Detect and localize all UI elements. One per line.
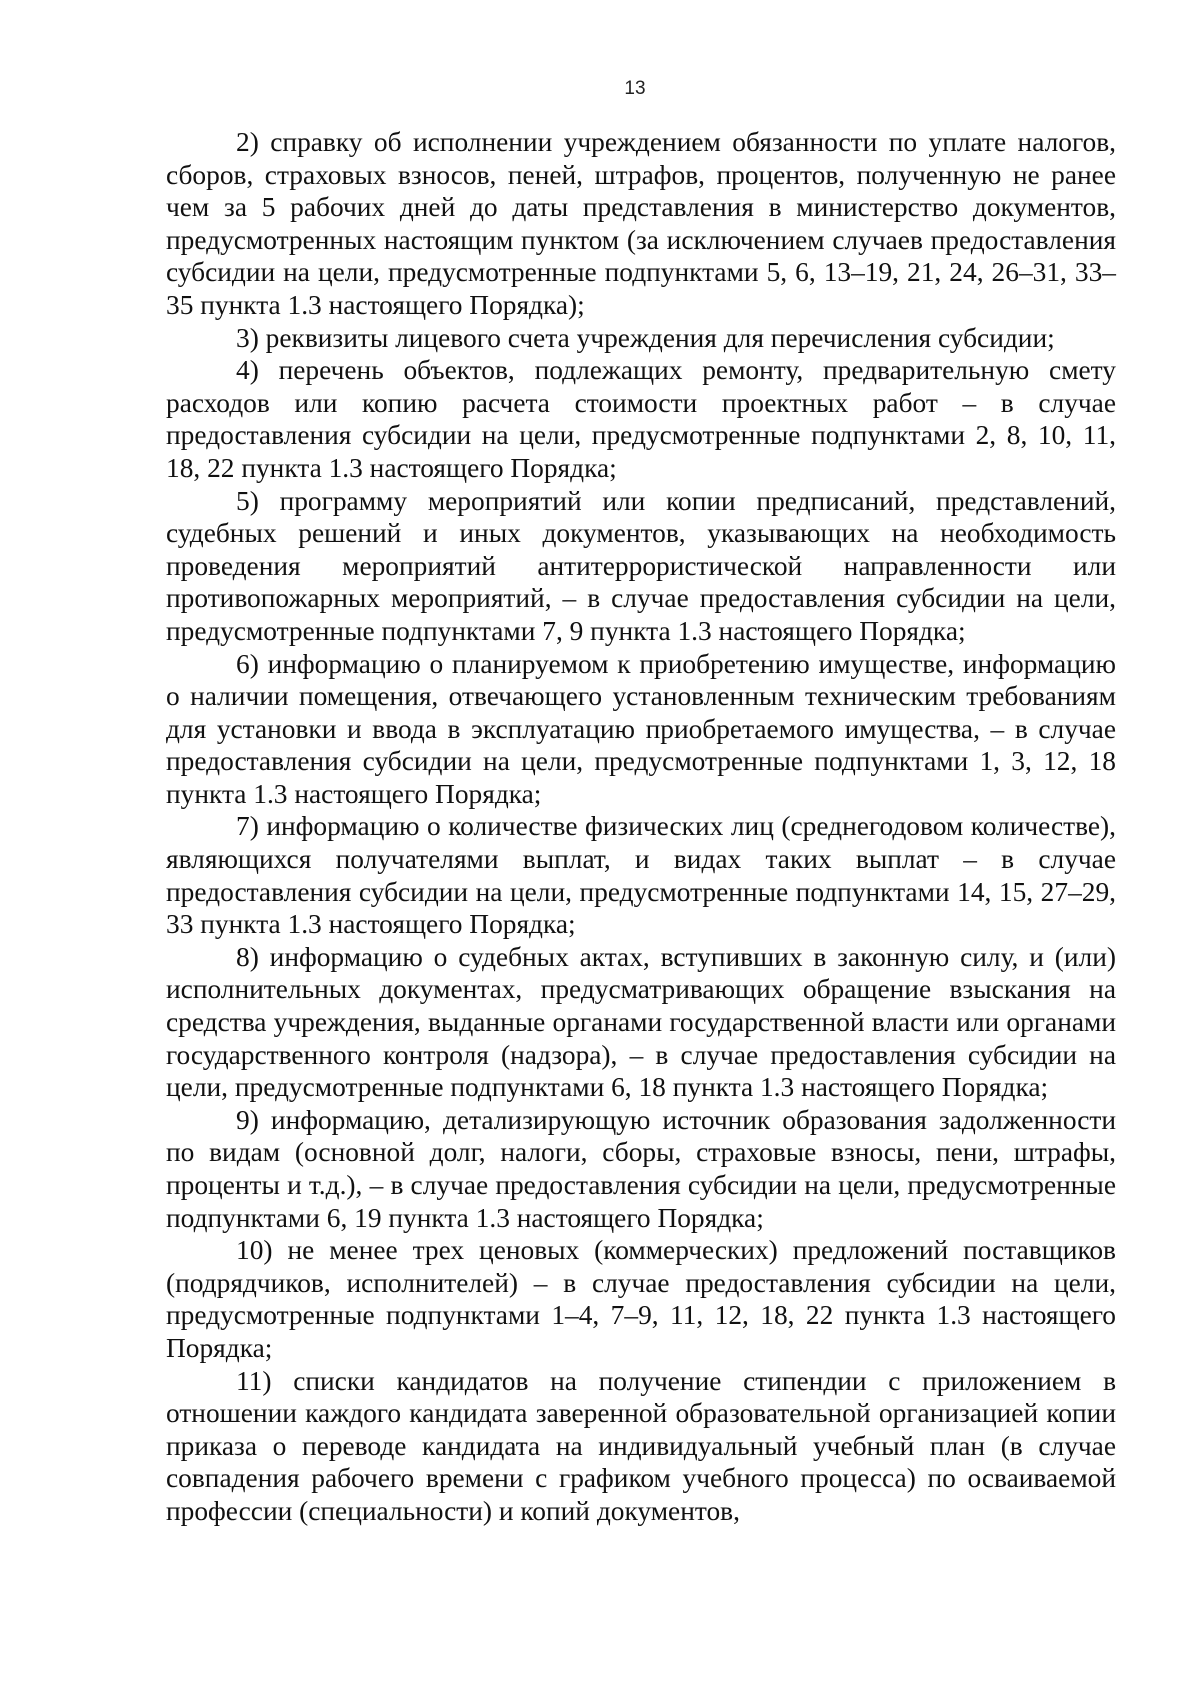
paragraph-item-4: 4) перечень объектов, подлежащих ремонту, предварительную смету расходов или копию расчета стоимости проектных работ – в случае предоставления субсидии на цели, предусмотренные подпунктами 2, 8, 10, 11, 18, 22 пункта 1.3 настоящего Порядка; [166,355,1116,483]
paragraph-item-3: 3) реквизиты лицевого счета учреждения для перечисления субсидии; [236,322,1055,353]
paragraph-item-7: 7) информацию о количестве физических лиц (среднегодовом количестве), являющихся получателями выплат, и видах таких выплат – в случае предоставления субсидии на цели, предусмотренные подпунктами 14, 15, 27–29, 33 пункта 1.3 настоящего Порядка; [166,811,1116,940]
paragraph-item-11: 11) списки кандидатов на получение стипендии с приложением в отношении каждого кандидата заверенной образовательной организацией копии приказа о переводе кандидата на индивидуальный учебный план (в случае совпадения рабочего времени с графиком учебного процесса) по осваиваемой профессии (специальности) и копий документов, [166,1365,1116,1526]
document-body [166,126,1116,1528]
paragraph-item-8: 8) информацию о судебных актах, вступивших в законную силу, и (или) исполнительных документах, предусматривающих обращение взыскания на средства учреждения, выданные органами государственной власти или органами государственного контроля (надзора), – в случае предоставления субсидии на цели, предусмотренные подпунктами 6, 18 пункта 1.3 настоящего Порядка; [166,941,1116,1103]
paragraph-item-9: 9) информацию, детализирующую источник образования задолженности по видам (основной долг, налоги, сборы, страховые взносы, пени, штрафы, проценты и т.д.), – в случае предоставления субсидии на цели, предусмотренные подпунктами 6, 19 пункта 1.3 настоящего Порядка; [166,1104,1116,1233]
paragraph-item-10: 10) не менее трех ценовых (коммерческих) предложений поставщиков (подрядчиков, исполнителей) – в случае предоставления субсидии на цели, предусмотренные подпунктами 1–4, 7–9, 11, 12, 18, 22 пункта 1.3 настоящего Порядка; [166,1235,1116,1363]
paragraph-item-6: 6) информацию о планируемом к приобретению имуществе, информацию о наличии помещения, отвечающего установленным техническим требованиям для установки и ввода в эксплуатацию приобретаемого имущества, – в случае предоставления субсидии на цели, предусмотренные подпунктами 1, 3, 12, 18 пункта 1.3 настоящего Порядка; [166,648,1116,809]
paragraph-item-2: 2) справку об исполнении учреждением обязанности по уплате налогов, сборов, страховых взносов, пеней, штрафов, процентов, полученную не ранее чем за 5 рабочих дней до даты представления в министерство документов, предусмотренных настоящим пунктом (за исключением случаев предоставления субсидии на цели, предусмотренные подпунктами 5, 6, 13–19, 21, 24, 26–31, 33–35 пункта 1.3 настоящего Порядка); [166,127,1116,320]
page-number: 13 [624,78,646,99]
paragraph-item-5: 5) программу мероприятий или копии предписаний, представлений, судебных решений и иных документов, указывающих на необходимость проведения мероприятий антитеррористической направленности или противопожарных мероприятий, – в случае предоставления субсидии на цели, предусмотренные подпунктами 7, 9 пункта 1.3 настоящего Порядка; [166,485,1116,646]
